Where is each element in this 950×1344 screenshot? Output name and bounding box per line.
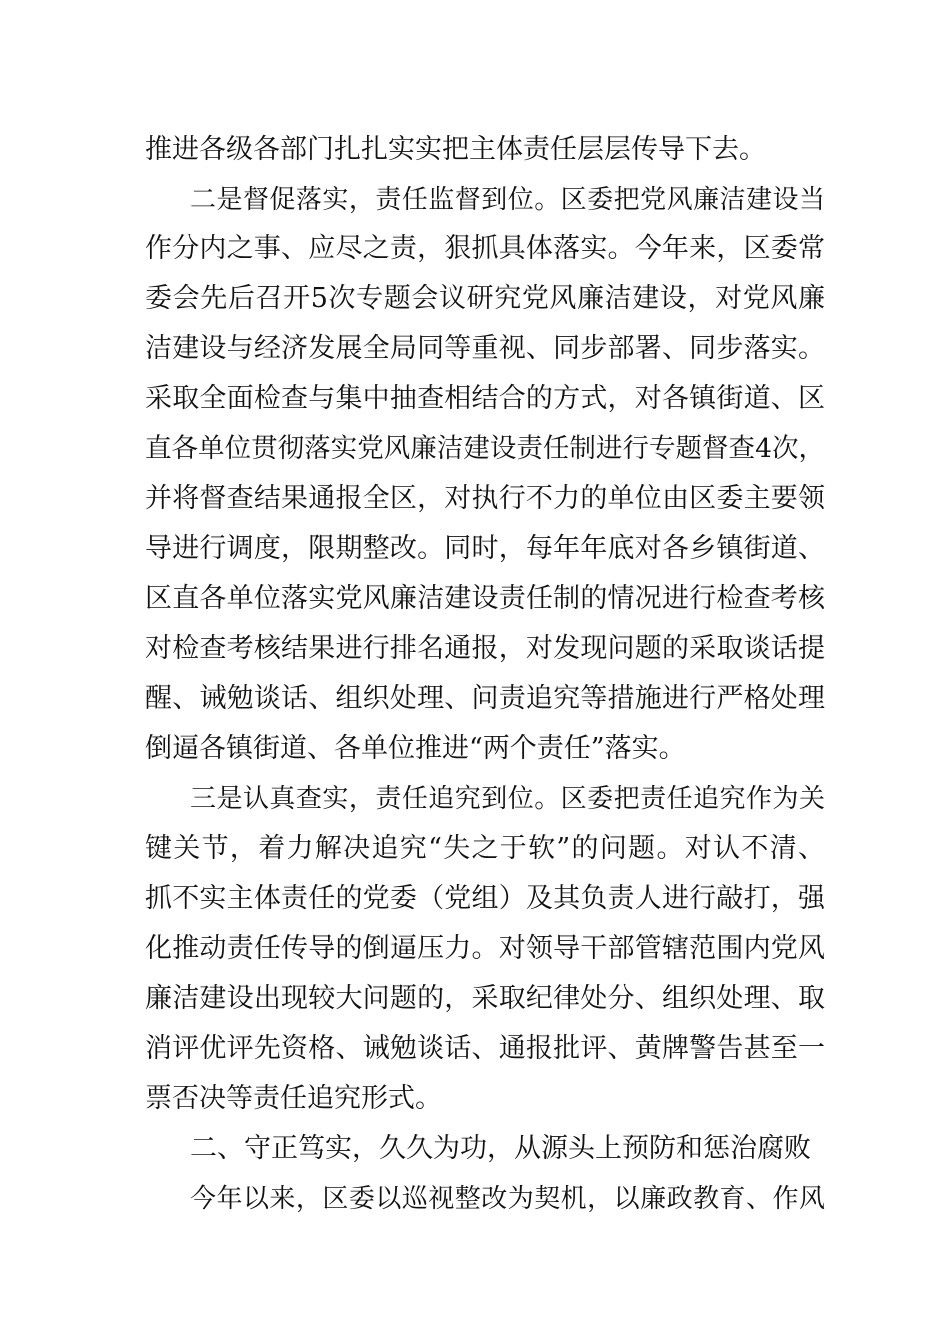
text-line: 票否决等责任追究形式。 [145,1083,442,1114]
text-line: 化推动责任传导的倒逼压力。对领导干部管辖范围内党风 [145,933,825,964]
text-line: 导进行调度，限期整改。同时，每年年底对各乡镇街道、 [145,533,825,564]
text-line: 委会先后召开5次专题会议研究党风廉洁建设，对党风廉 [145,283,825,314]
text-line: 倒逼各镇街道、各单位推进“两个责任”落实。 [145,733,686,764]
text-line: 消评优评先资格、诫勉谈话、通报批评、黄牌警告甚至一 [145,1033,825,1064]
text-line: 作分内之事、应尽之责，狠抓具体落实。今年来，区委常 [145,233,825,264]
text-line: 抓不实主体责任的党委（党组）及其负责人进行敲打，强 [145,883,825,914]
paragraph-first-line: 三是认真查实，责任追究到位。区委把责任追究作为关 [190,784,825,814]
text-line: 醒、诫勉谈话、组织处理、问责追究等措施进行严格处理 [145,683,825,714]
text-line: 并将督查结果通报全区，对执行不力的单位由区委主要领 [145,483,825,514]
text-line: 廉洁建设出现较大问题的，采取纪律处分、组织处理、取 [145,983,825,1014]
paragraph-first-line: 二是督促落实，责任监督到位。区委把党风廉洁建设当 [190,185,825,215]
text-line: 洁建设与经济发展全局同等重视、同步部署、同步落实。 [145,333,825,364]
text-line: 推进各级各部门扎扎实实把主体责任层层传导下去。 [145,134,766,165]
text-line: 键关节，着力解决追究“失之于软”的问题。对认不清、 [145,833,825,864]
paragraph-first-line: 今年以来，区委以巡视整改为契机，以廉政教育、作风 [190,1184,825,1214]
text-line: 直各单位贯彻落实党风廉洁建设责任制进行专题督查4次， [145,433,825,464]
text-line: 采取全面检查与集中抽查相结合的方式，对各镇街道、区 [145,383,825,414]
text-line: 对检查考核结果进行排名通报，对发现问题的采取谈话提 [145,633,825,664]
section-heading: 二、守正笃实，久久为功，从源头上预防和惩治腐败 [190,1133,811,1164]
text-line: 区直各单位落实党风廉洁建设责任制的情况进行检查考核 [145,583,825,614]
